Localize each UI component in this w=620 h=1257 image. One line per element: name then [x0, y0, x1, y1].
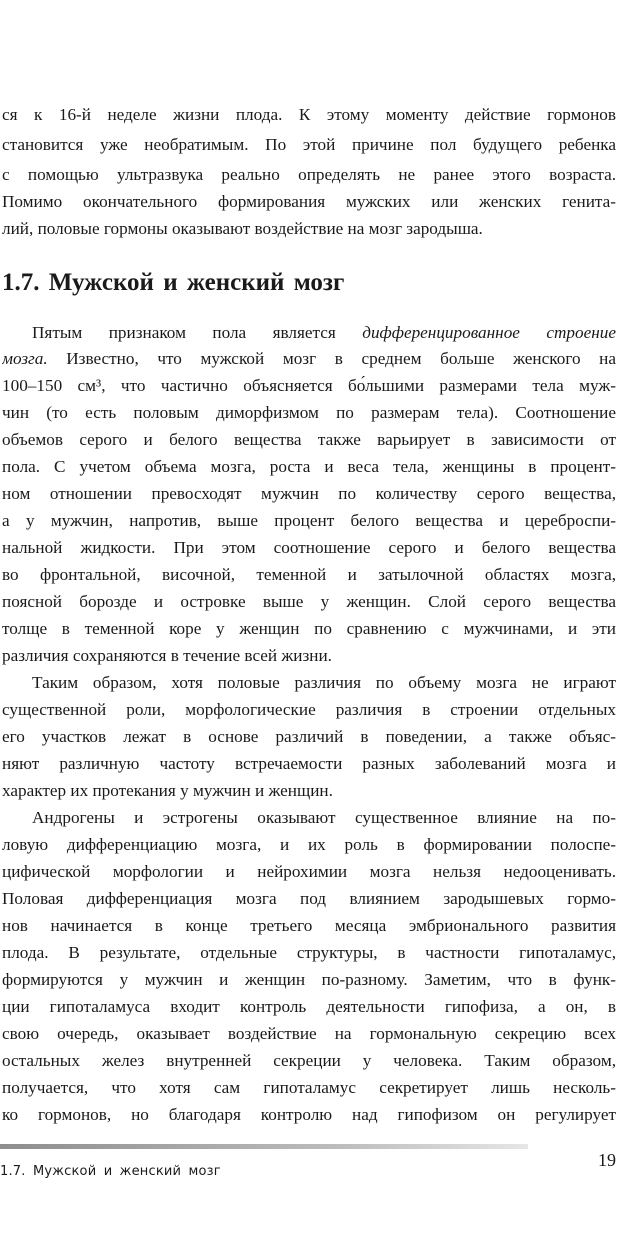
footer-rule: [0, 1144, 528, 1149]
text-line: формируются у мужчин и женщин по-разному. Заметим, что в функ-: [2, 970, 616, 989]
text-line: [32, 323, 616, 343]
text-line: остальных желез внутренней секреции у человека. Таким образом,: [2, 1051, 616, 1070]
text-line: характер их протекания у мужчин и женщин.: [2, 781, 333, 800]
text-run: Пятым признаком пола является: [32, 323, 363, 342]
italic-term: дифференцированное строение: [362, 323, 616, 342]
text-line: няют различную частоту встречаемости разных заболеваний мозга и: [2, 754, 616, 773]
text-line: Андрогены и эстрогены оказывают существенное влияние на по-: [32, 808, 616, 827]
text-line: Помимо окончательного формирования мужских или женских генита-: [2, 192, 616, 211]
text-line: толще в теменной коре у женщин по сравнению с мужчинами, и эти: [2, 619, 616, 638]
text-line: его участков лежат в основе различий в поведении, а также объяс-: [2, 727, 616, 746]
text-line: лий, половые гормоны оказывают воздействие на мозг зародыша.: [2, 219, 483, 238]
text-line: существенной роли, морфологические различия в строении отдельных: [2, 700, 616, 719]
text-line: ся к 16-й неделе жизни плода. К этому моменту действие гормонов: [2, 105, 616, 124]
page-number: 19: [598, 1150, 616, 1170]
text-line: нов начинается в конце третьего месяца эмбрионального развития: [2, 916, 616, 935]
text-line: с помощью ультразвука реально определять не ранее этого возраста.: [2, 165, 616, 184]
text-line: чин (то есть половым диморфизмом по размерам тела). Соотношение: [2, 403, 616, 422]
italic-term: мозга.: [2, 349, 48, 368]
text-line: цифической морфологии и нейрохимии мозга нельзя недооценивать.: [2, 862, 616, 881]
text-line: получается, что хотя сам гипоталамус секретирует лишь несколь-: [2, 1078, 616, 1097]
text-line: ном отношении превосходят мужчин по количеству серого вещества,: [2, 484, 616, 503]
text-line: ловую дифференциацию мозга, и их роль в формировании полоспе-: [2, 835, 616, 854]
text-line: поясной борозде и островке выше у женщин. Слой серого вещества: [2, 592, 616, 611]
text-line: Половая дифференциация мозга под влиянием зародышевых гормо-: [2, 889, 616, 908]
text-line: объемов серого и белого вещества также варьирует в зависимости от: [2, 430, 616, 449]
text-line: Таким образом, хотя половые различия по объему мозга не играют: [32, 673, 616, 692]
running-footer-title: 1.7. Мужской и женский мозг: [0, 1164, 221, 1179]
text-line: 100–150 см³, что частично объясняется бо́льшими размерами тела муж-: [2, 376, 616, 395]
text-line: пола. С учетом объема мозга, роста и веса тела, женщины в процент-: [2, 457, 616, 476]
text-line: нальной жидкости. При этом соотношение серого и белого вещества: [2, 538, 616, 557]
section-heading: 1.7. Мужской и женский мозг: [2, 269, 345, 296]
text-line: ции гипоталамуса входит контроль деятельности гипофиза, а он, в: [2, 997, 616, 1016]
text-line: плода. В результате, отдельные структуры, в частности гипоталамус,: [2, 943, 616, 962]
text-line: [2, 349, 616, 369]
text-line: ко гормонов, но благодаря контролю над гипофизом он регулирует: [2, 1105, 616, 1124]
text-line: свою очередь, оказывает воздействие на гормональную секрецию всех: [2, 1024, 616, 1043]
text-run: Известно, что мужской мозг в среднем больше женского на: [47, 349, 616, 368]
text-line: а у мужчин, напротив, выше процент белого вещества и цереброспи-: [2, 511, 616, 530]
text-line: во фронтальной, височной, теменной и затылочной областях мозга,: [2, 565, 616, 584]
text-line: становится уже необратимым. По этой причине пол будущего ребенка: [2, 135, 616, 154]
text-line: различия сохраняются в течение всей жизни.: [2, 646, 332, 665]
